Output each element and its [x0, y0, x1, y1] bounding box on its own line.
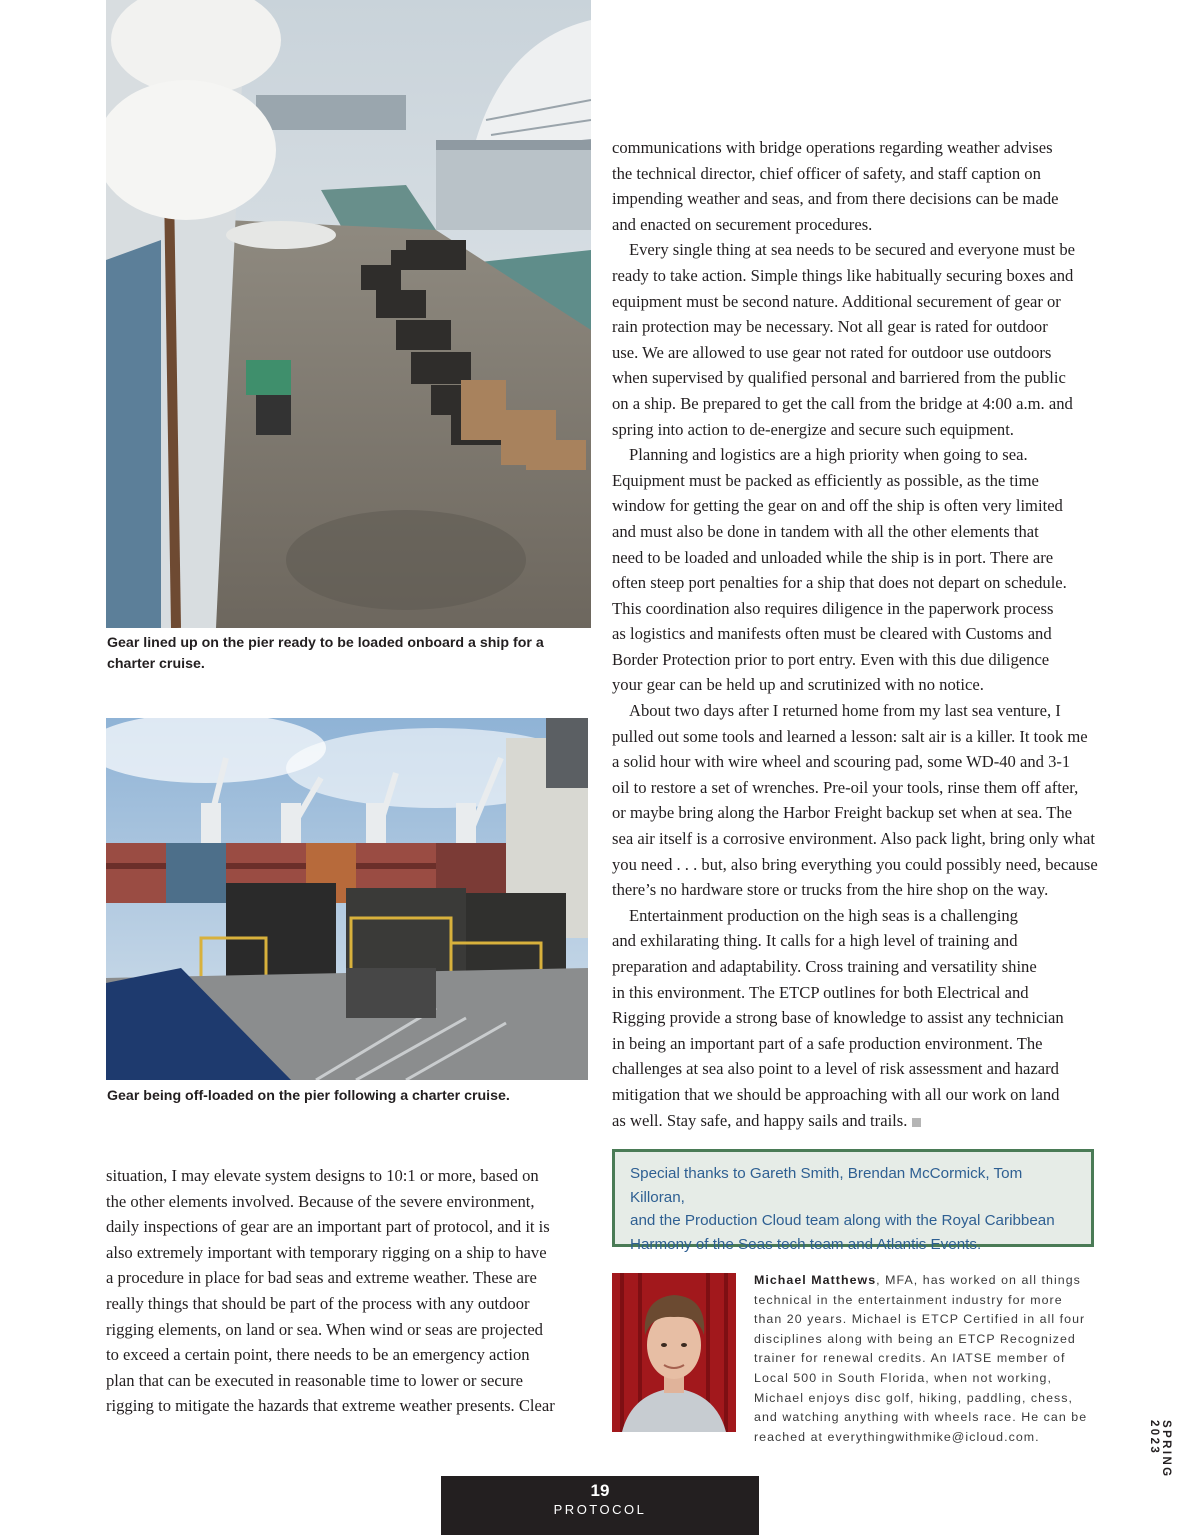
body-line: to exceed a certain point, there needs to be an emergency action [106, 1345, 530, 1365]
body-line: in being an important part of a safe production environment. The [612, 1033, 1043, 1053]
pier-loading-photo [106, 0, 591, 628]
body-line: equipment must be second nature. Additional securement of gear or [612, 291, 1061, 311]
body-line: plan that can be executed in reasonable time to lower or secure [106, 1370, 523, 1390]
body-line: This coordination also requires diligence in the paperwork process [612, 598, 1054, 618]
article-body-left [106, 1163, 586, 1419]
body-line: daily inspections of gear are an important part of protocol, and it is [106, 1217, 550, 1237]
body-line: impending weather and seas, and from there decisions can be made [612, 189, 1059, 209]
body-line: Equipment must be packed as efficiently as possible, as the time [612, 470, 1039, 490]
body-line: often steep port penalties for a ship that does not depart on schedule. [612, 573, 1067, 593]
body-line: rigging to mitigate the hazards that extreme weather presents. Clear [106, 1396, 555, 1416]
body-line: Rigging provide a strong base of knowledge to assist any technician [612, 1008, 1064, 1028]
body-line: ready to take action. Simple things like habitually securing boxes and [612, 265, 1074, 285]
body-line: a procedure in place for bad seas and extreme weather. These are [106, 1268, 537, 1288]
body-line: really things that should be part of the process with any outdoor [106, 1293, 530, 1313]
body-line: preparation and adaptability. Cross training and versatility shine [612, 957, 1037, 976]
body-line: rigging elements, on land or sea. When wind or seas are projected [106, 1319, 543, 1339]
body-line: your gear can be held up and scrutinized with no notice. [612, 675, 984, 695]
body-line: communications with bridge operations regarding weather advises [612, 138, 1053, 157]
body-line: window for getting the gear on and off the ship is often very limited [612, 496, 1063, 516]
body-line: and must also be done in tandem with all the other elements that [612, 521, 1039, 541]
body-line: a solid hour with wire wheel and scouring pad, some WD-40 and 3-1 [612, 752, 1071, 772]
body-line: situation, I may elevate system designs to 10:1 or more, based on [106, 1166, 539, 1185]
body-line: also extremely important with temporary rigging on a ship to have [106, 1242, 547, 1262]
body-line: and exhilarating thing. It calls for a high level of training and [612, 931, 1018, 951]
body-line: oil to restore a set of wrenches. Pre-oil your tools, rinse them off after, [612, 777, 1079, 797]
page-number: 19 [590, 1481, 610, 1500]
thanks-line: Special thanks to Gareth Smith, Brendan McCormick, Tom Killoran, [630, 1165, 1023, 1206]
magazine-name: PROTOCOL [553, 1502, 647, 1517]
body-line: the technical director, chief officer of safety, and staff caption on [612, 163, 1041, 183]
body-line: mitigation that we should be approaching with all our work on land [612, 1084, 1060, 1104]
body-line: the other elements involved. Because of the severe environment, [106, 1191, 535, 1211]
body-line: Entertainment production on the high seas is a challenging [629, 905, 1018, 925]
body-line: Planning and logistics are a high priority when going to sea. [629, 445, 1028, 465]
body-line: there’s no hardware store or trucks from the hire shop on the way. [612, 880, 1049, 900]
body-line: spring into action to de-energize and secure such equipment. [612, 419, 1014, 439]
bio-line: , MFA, has worked on all things [876, 1273, 1081, 1287]
thanks-line: and the Production Cloud team along with the Royal Caribbean [630, 1212, 1055, 1230]
thanks-line: Harmony of the Seas tech team and Atlantis Events. [630, 1235, 982, 1253]
bio-line: reached at everythingwithmike@icloud.com. [754, 1429, 1040, 1444]
body-line: when supervised by qualified personal and barriered from the public [612, 368, 1066, 388]
body-line: rain protection may be necessary. Not all gear is rated for outdoor [612, 317, 1048, 337]
body-line: About two days after I returned home from my last sea venture, I [629, 701, 1061, 721]
bio-line: and watching anything with wheels race. He can be [754, 1410, 1088, 1425]
author-bio [754, 1271, 1096, 1447]
bio-line: than 20 years. Michael is ETCP Certified in all four [754, 1312, 1086, 1327]
body-line: in this environment. The ETCP outlines for both Electrical and [612, 982, 1029, 1002]
author-portrait [612, 1273, 736, 1432]
special-thanks-box [612, 1149, 1094, 1253]
bio-line: technical in the entertainment industry for more [754, 1292, 1063, 1307]
body-line: challenges at sea also point to a level of risk assessment and hazard [612, 1059, 1059, 1079]
body-line: use. We are allowed to use gear not rated for outdoor use outdoors [612, 342, 1052, 362]
body-line: you need . . . but, also bring everything you could possibly need, because [612, 854, 1098, 874]
body-line [612, 1108, 1100, 1134]
end-of-article-icon [912, 1118, 921, 1127]
body-line-text: as well. Stay safe, and happy sails and trails. [612, 1110, 908, 1130]
photo-caption: Gear being off-loaded on the pier following a charter cruise. [107, 1088, 510, 1104]
photo-caption: Gear lined up on the pier ready to be loaded onboard a ship for a charter cruise. [107, 635, 544, 672]
body-line: Every single thing at sea needs to be secured and everyone must be [629, 240, 1076, 260]
bio-line: disciplines along with being an ETCP Recognized [754, 1331, 1076, 1346]
body-line: on a ship. Be prepared to get the call from the bridge at 4:00 a.m. and [612, 393, 1073, 413]
body-line: or maybe bring along the Harbor Freight backup set when at sea. The [612, 803, 1073, 823]
pier-offloading-photo [106, 718, 588, 1080]
issue-label: SPRING 2023 [1148, 1420, 1172, 1479]
author-name: Michael Matthews [754, 1273, 877, 1287]
bio-line: trainer for renewal credits. An IATSE member of [754, 1351, 1066, 1366]
body-line: Border Protection prior to port entry. Even with this due diligence [612, 649, 1050, 669]
page-footer [441, 1476, 759, 1535]
body-line: need to be loaded and unloaded while the ship is in port. There are [612, 547, 1054, 567]
body-line: pulled out some tools and learned a lesson: salt air is a killer. It took me [612, 726, 1088, 746]
bio-line: Local 500 in South Florida, when not working, [754, 1370, 1052, 1385]
body-line: and enacted on securement procedures. [612, 214, 873, 234]
body-line: as logistics and manifests often must be cleared with Customs and [612, 624, 1052, 644]
bio-line: Michael enjoys disc golf, hiking, paddling, chess, [754, 1390, 1074, 1405]
article-body-right [612, 135, 1100, 1133]
body-line: sea air itself is a corrosive environment. Also pack light, bring only what [612, 829, 1095, 849]
